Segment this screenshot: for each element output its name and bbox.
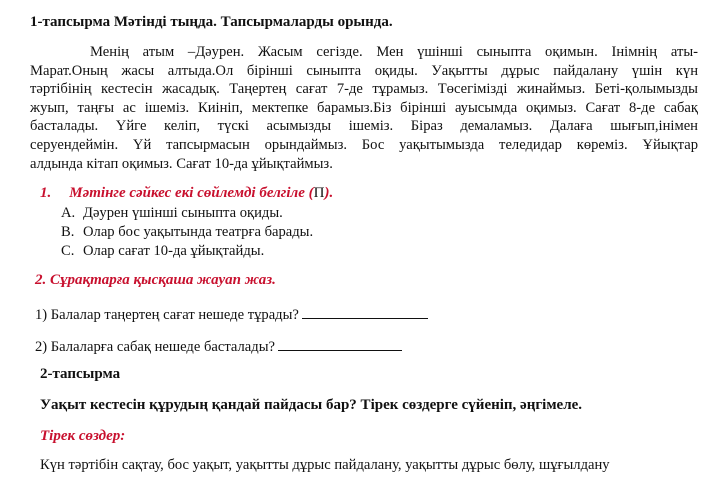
option-text: Дәурен үшінші сыныпта оқиды.	[83, 205, 283, 221]
answer-blank[interactable]	[278, 336, 402, 351]
task2-question: Уақыт кестесін құрудың қандай пайдасы бар? Тірек сөздерге сүйеніп, әңгімеле.	[40, 397, 583, 413]
question2-item-1	[35, 304, 428, 324]
option-text: Олар сағат 10-да ұйықтайды.	[83, 243, 265, 259]
question1-heading	[40, 184, 333, 202]
question-text: 1) Балалар таңертең сағат нешеде тұрады?	[35, 307, 299, 323]
option-b	[61, 224, 313, 241]
text-line: Менің атым –Дәурен. Жасым сегізде. Мен үшінші сыныпта оқимын. Інімнің аты-	[90, 44, 698, 60]
text-line: тәртібінің кестесін жасадық. Таңертең сағат 7-де тұрамыз. Төсегімізді жинаймыз. Беті-қолымызды	[30, 81, 698, 98]
option-letter: B.	[61, 224, 75, 240]
text-line: басталады. Үйге келіп, түскі асымызды ішеміз. Біраз демаламыз. Далаға шығып,інімен	[30, 118, 698, 135]
question2-item-2	[35, 336, 402, 356]
question1-text: Мәтінге сәйкес екі сөйлемді белгіле (	[69, 185, 314, 201]
listening-text	[30, 43, 698, 173]
option-letter: C.	[61, 243, 75, 259]
option-a	[61, 205, 283, 222]
option-c	[61, 243, 264, 260]
support-words: Күн тәртібін сақтау, бос уақыт, уақытты дұрыс пайдалану, уақытты дұрыс бөлу, шұғылдану	[40, 457, 610, 473]
text-line: жуып, таңғы ас ішеміз. Киініп, мектепке барамыз.Біз бірінші ауысымда оқимыз. Сағат 8-де сабақ	[30, 99, 698, 116]
question1-number: 1.	[40, 185, 52, 201]
support-words-label: Тірек сөздер:	[40, 428, 126, 444]
question1-end: ).	[324, 185, 334, 201]
question2-title: 2. Сұрақтарға қысқаша жауап жаз.	[35, 272, 276, 288]
task1-title: 1-тапсырма Мәтінді тыңда. Тапсырмаларды орында.	[30, 14, 393, 30]
text-line: Марат.Оның жасы алтыда.Ол бірінші сыныпта оқиды. Уақытты дұрыс пайдалану үшін күн	[30, 62, 698, 79]
option-letter: A.	[61, 205, 76, 221]
task2-title: 2-тапсырма	[40, 366, 121, 382]
question-text: 2) Балаларға сабақ нешеде басталады?	[35, 339, 275, 355]
text-line: серуендеймін. Үй тапсырмасын орындаймыз. Бос уақытымызда теледидар көреміз. Ұйықтар	[30, 136, 698, 153]
question1-mark: П	[313, 185, 325, 201]
text-line: алдында кітап оқимыз. Сағат 10-да ұйықтаймыз.	[30, 155, 333, 172]
answer-blank[interactable]	[302, 304, 428, 319]
option-text: Олар бос уақытында театрға барады.	[83, 224, 314, 240]
